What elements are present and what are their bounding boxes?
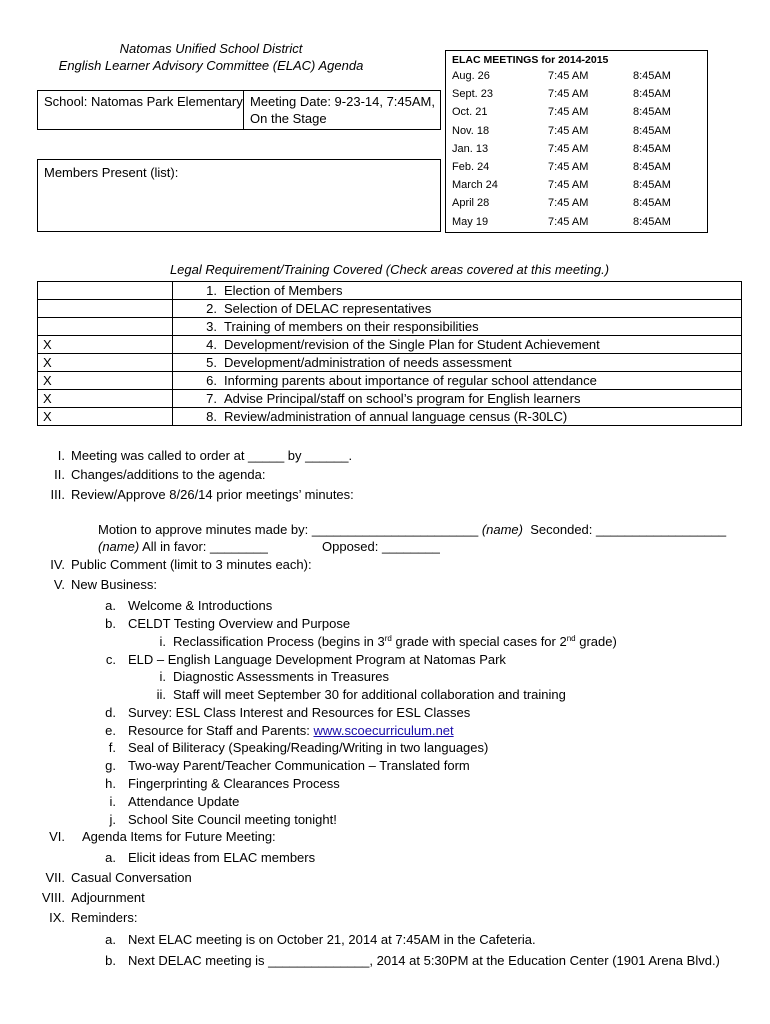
item-text: Fingerprinting & Clearances Process [128,776,340,791]
requirement-row [38,318,742,336]
members-present-box [37,159,441,232]
meeting-start: 7:45 AM [548,197,589,210]
meetings-schedule [445,50,708,233]
requirement-number: 3. [206,319,217,334]
item-number: VI. [49,829,65,844]
meeting-start: 7:45 AM [548,161,589,173]
requirement-description [173,336,742,354]
opposed-text: Opposed: ________ [322,539,440,554]
meeting-date: Nov. 18 [452,124,490,137]
requirement-description [173,300,742,318]
requirement-row [38,282,742,300]
meeting-date: Aug. 26 [452,70,490,82]
committee-title: English Learner Advisory Committee (ELAC) Agenda [58,58,364,73]
item-letter: a. [105,598,116,613]
in-favor-text: All in favor: ________ [142,539,268,554]
meeting-date: May 19 [452,215,489,228]
meeting-start: 7:45 AM [548,88,589,101]
item-text: Agenda Items for Future Meeting: [82,829,276,844]
meeting-row [452,179,702,196]
meeting-end: 8:45AM [633,106,671,119]
meeting-start: 7:45 AM [548,70,589,82]
requirement-text: Development/administration of needs assessment [224,355,512,370]
meeting-end: 8:45AM [633,88,671,101]
meeting-end: 8:45AM [633,215,671,228]
item-text: Diagnostic Assessments in Treasures [173,669,390,684]
item-text: Attendance Update [128,794,240,809]
meeting-date: April 28 [452,197,490,210]
meeting-end: 8:45AM [633,161,671,173]
meeting-end: 8:45AM [633,124,671,137]
requirement-number: 2. [206,301,217,316]
item-text: Reclassification Process (begins in 3rd grade with special cases for 2nd grade) [173,634,617,649]
requirement-text: Development/revision of the Single Plan for Student Achievement [224,337,600,352]
requirement-number: 6. [206,373,217,388]
requirement-check-mark: X [38,354,173,372]
item-text: Welcome & Introductions [128,598,273,613]
item-roman: i. [159,669,166,684]
requirement-description [173,408,742,426]
meeting-start: 7:45 AM [548,142,589,155]
item-letter: f. [108,740,116,755]
second-name-label: (name) [98,539,140,554]
item-letter: h. [105,776,116,791]
meeting-location: On the Stage [250,111,327,126]
item-text: ELD – English Language Development Program at Natomas Park [128,652,506,667]
requirement-description [173,318,742,336]
meetings-heading: ELAC MEETINGS for 2014-2015 [452,54,609,66]
requirement-text: Election of Members [224,283,343,298]
meeting-row [452,106,702,123]
meeting-row [452,88,702,105]
meeting-date: Sept. 23 [452,88,493,101]
item-letter: e. [105,723,116,738]
item-number: III. [50,487,65,502]
item-number: VII. [45,870,65,885]
members-present-label: Members Present (list): [44,165,179,180]
requirement-description [173,282,742,300]
meeting-date: Feb. 24 [452,161,490,173]
requirement-row [38,408,742,426]
requirement-check-mark [38,318,173,336]
requirement-description [173,372,742,390]
item-number: VIII. [41,890,65,905]
meeting-row [452,216,702,233]
requirement-number: 4. [206,337,217,352]
meeting-row [452,143,702,160]
requirement-row [38,372,742,390]
requirement-check-mark: X [38,408,173,426]
meeting-row [452,70,702,87]
meeting-date: March 24 [452,179,498,192]
meeting-row [452,125,702,142]
item-text: Next DELAC meeting is ______________, 2014 at 5:30PM at the Education Center (1901 Arena Blvd.) [128,953,720,968]
requirement-description [173,354,742,372]
requirement-number: 1. [206,283,217,298]
item-text: Staff will meet September 30 for additional collaboration and training [173,687,566,702]
requirement-text: Training of members on their responsibilities [224,319,479,334]
requirement-check-mark: X [38,372,173,390]
meeting-end: 8:45AM [633,142,671,155]
item-text: New Business: [71,577,157,592]
motion-line [98,522,726,538]
motion-text: Motion to approve minutes made by: _______________________ [98,522,479,537]
item-number: I. [57,448,65,463]
requirement-check-mark: X [38,390,173,408]
legal-heading: Legal Requirement/Training Covered (Check areas covered at this meeting.) [169,262,610,277]
item-letter: a. [105,850,116,865]
meeting-end: 8:45AM [633,197,671,210]
item-letter: c. [105,652,116,667]
requirement-number: 7. [206,391,217,406]
item-text: Changes/additions to the agenda: [71,467,266,482]
meeting-end: 8:45AM [633,179,671,192]
item-text: Resource for Staff and Parents: www.scoecurriculum.net [128,723,454,738]
item-letter: d. [105,705,116,720]
item-number: IX. [49,910,65,925]
item-text: Casual Conversation [71,870,192,885]
requirement-check-mark: X [38,336,173,354]
item-text: Seal of Biliteracy (Speaking/Reading/Writing in two languages) [128,740,489,755]
requirement-text: Advise Principal/staff on school’s program for English learners [224,391,581,406]
requirement-text: Selection of DELAC representatives [224,301,432,316]
meeting-end: 8:45AM [633,70,671,82]
item-text: CELDT Testing Overview and Purpose [128,616,351,631]
meeting-date: Meeting Date: 9-23-14, 7:45AM, [250,94,435,109]
item-letter: g. [105,758,116,773]
item-text: Two-way Parent/Teacher Communication – Translated form [128,758,470,773]
item-roman: i. [159,634,166,649]
item-text: Public Comment (limit to 3 minutes each): [71,557,312,572]
item-text: Survey: ESL Class Interest and Resources for ESL Classes [128,705,471,720]
district-title: Natomas Unified School District [119,41,303,56]
resource-link[interactable]: www.scoecurriculum.net [313,723,454,738]
item-text: Reminders: [71,910,138,925]
requirement-number: 5. [206,355,217,370]
school-name: School: Natomas Park Elementary [44,94,243,109]
school-info-box [37,90,441,130]
meeting-start: 7:45 AM [548,179,589,192]
meeting-start: 7:45 AM [548,106,589,119]
meeting-date: Jan. 13 [452,142,489,155]
meeting-start: 7:45 AM [548,215,589,228]
item-text: School Site Council meeting tonight! [128,812,337,827]
item-number: II. [54,467,65,482]
requirement-description [173,390,742,408]
requirement-check-mark [38,300,173,318]
requirement-number: 8. [206,409,217,424]
requirement-row [38,354,742,372]
item-letter: b. [105,616,116,631]
item-text: Review/Approve 8/26/14 prior meetings’ minutes: [71,487,354,502]
vote-line [98,539,440,555]
item-letter: i. [109,794,116,809]
meeting-row [452,161,702,178]
requirement-row [38,300,742,318]
requirement-check-mark [38,282,173,300]
item-letter: a. [105,932,116,947]
item-text: Next ELAC meeting is on October 21, 2014 at 7:45AM in the Cafeteria. [128,932,536,947]
requirement-row [38,390,742,408]
meeting-start: 7:45 AM [548,124,589,137]
item-letter: b. [105,953,116,968]
item-text: Meeting was called to order at _____ by ______. [71,448,353,463]
item-text: Adjournment [71,890,145,905]
item-roman: ii. [156,687,166,702]
requirement-text: Review/administration of annual language census (R-30LC) [224,409,568,424]
meeting-row [452,197,702,214]
requirement-text: Informing parents about importance of regular school attendance [224,373,597,388]
item-text: Elicit ideas from ELAC members [128,850,316,865]
requirement-row [38,336,742,354]
meeting-date: Oct. 21 [452,106,488,119]
item-letter: j. [109,812,116,827]
item-number: IV. [50,557,65,572]
seconded-text: Seconded: __________________ [530,522,727,537]
motion-name-label: (name) [481,522,523,537]
item-number: V. [53,577,65,592]
legal-requirements-table [37,281,742,426]
